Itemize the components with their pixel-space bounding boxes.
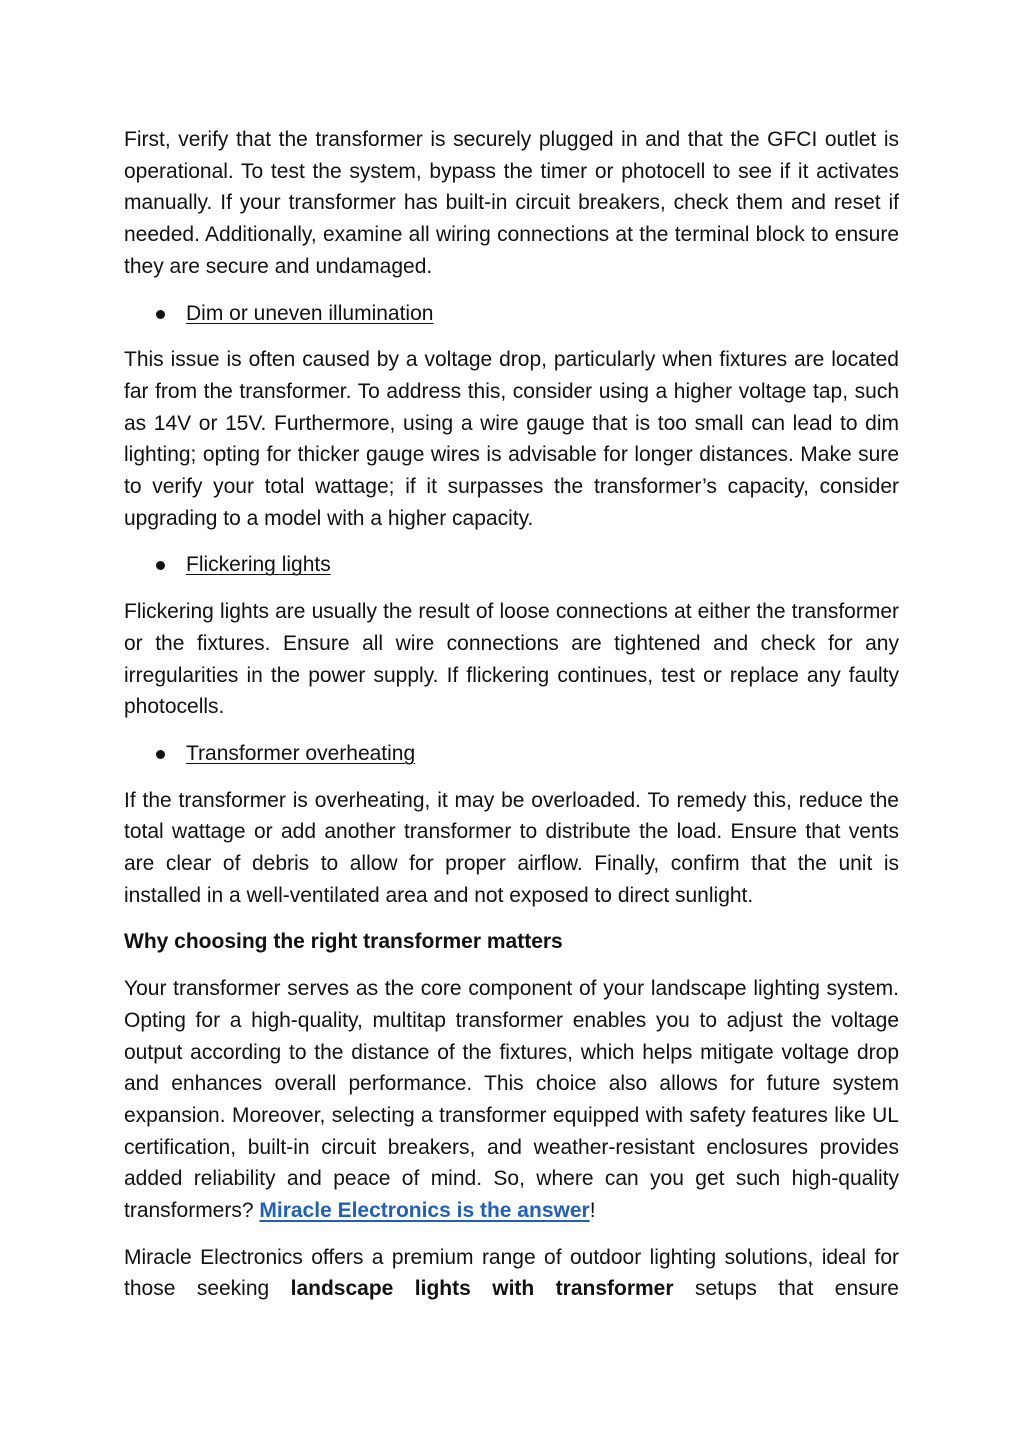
section-heading-why: Why choosing the right transformer matters: [124, 930, 563, 954]
keyword-landscape-lights: landscape lights with transformer: [290, 1277, 674, 1301]
miracle-electronics-link[interactable]: Miracle Electronics is the answer: [259, 1199, 590, 1223]
bullet-dot-icon: [156, 561, 165, 570]
bullet-item-overheating: [124, 738, 899, 770]
paragraph-why-transformer: [124, 973, 899, 1227]
paragraph-overheating: If the transformer is overheating, it may be overloaded. To remedy this, reduce the total wattage or add another transformer to distribute the load. Ensure that vents are clear of debris to allow for proper airflow. Finally, confirm that the unit is installed in a well-ventilated area and not exposed to direct sunlight.: [124, 788, 899, 907]
paragraph-final-tail: setups that ensure: [673, 1277, 899, 1301]
paragraph-dim-illumination: This issue is often caused by a voltage drop, particularly when fixtures are located far from the transformer. To address this, consider using a higher voltage tap, such as 14V or 15V. Furthermore, using a wire gauge that is too small can lead to dim lighting; opting for thicker gauge wires is advisable for longer distances. Make sure to verify your total wattage; if it surpasses the transformer’s capacity, consider upgrading to a model with a higher capacity.: [124, 348, 899, 530]
bullet-label-overheating: Transformer overheating: [186, 741, 416, 765]
bullet-item-dim-illumination: [124, 298, 899, 330]
bullet-dot-icon: [156, 310, 165, 319]
paragraph-flickering: Flickering lights are usually the result of loose connections at either the transformer or the fixtures. Ensure all wire connections are tightened and check for any irregularities in the power supply. If flickering continues, test or replace any faulty photocells.: [124, 600, 899, 719]
paragraph-why-text: Your transformer serves as the core component of your landscape lighting system. Opting for a high-quality, multitap transformer enables you to adjust the voltage output according to the distance of the fixtures, which helps mitigate voltage drop and enhances overall performance. This choice also allows for future system expansion. Moreover, selecting a transformer equipped with safety features like UL certification, built-in circuit breakers, and weather-resistant enclosures provides added reliability and peace of mind. So, where can you get such high-quality transformers?: [124, 977, 899, 1223]
paragraph-final-text: Miracle Electronics offers a premium range of outdoor lighting solutions, ideal for those seeking: [124, 1245, 899, 1301]
paragraph-final: [124, 1242, 899, 1305]
paragraph-why-exclamation: !: [589, 1199, 596, 1223]
bullet-label-flickering: Flickering lights: [186, 553, 331, 577]
paragraph-intro: First, verify that the transformer is securely plugged in and that the GFCI outlet is operational. To test the system, bypass the timer or photocell to see if it activates manually. If your transformer has built-in circuit breakers, check them and reset if needed. Additionally, examine all wiring connections at the terminal block to ensure they are secure and undamaged.: [124, 128, 899, 278]
bullet-label-dim: Dim or uneven illumination: [186, 301, 434, 325]
bullet-dot-icon: [156, 750, 165, 759]
document-page: [124, 124, 899, 1305]
bullet-item-flickering: [124, 549, 899, 581]
